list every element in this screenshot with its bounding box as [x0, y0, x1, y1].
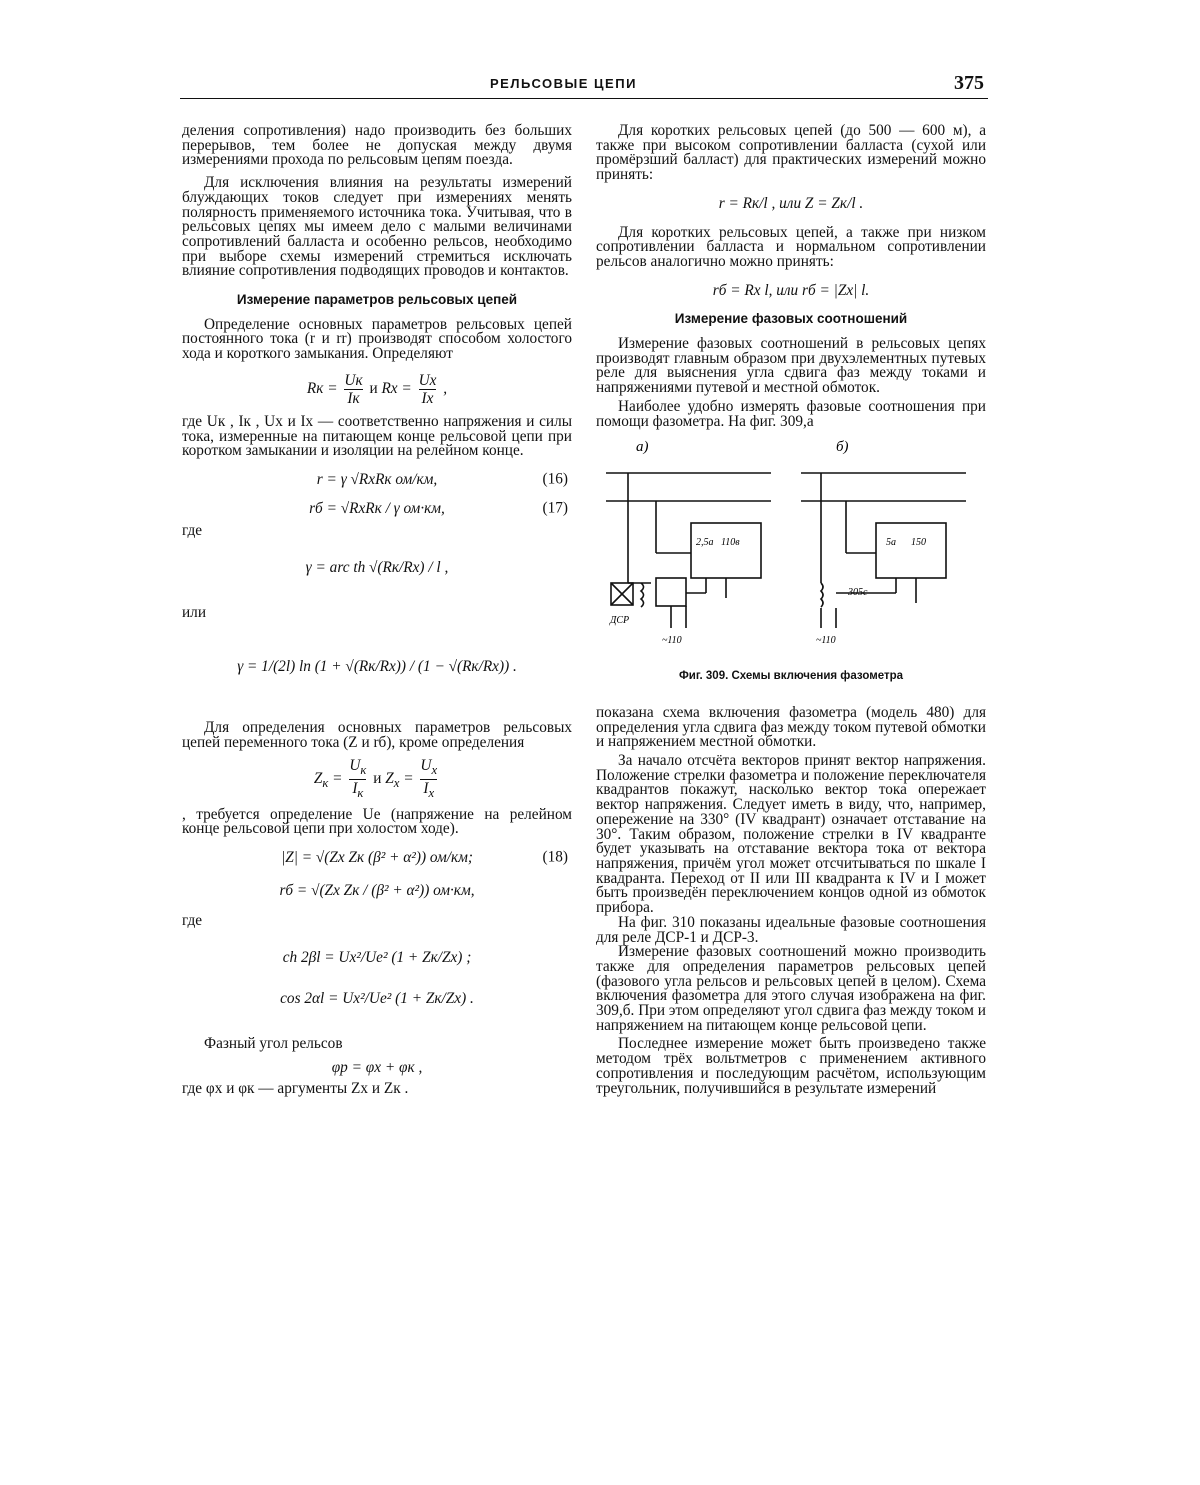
- fraction: [419, 372, 437, 407]
- paragraph: Для исключения влияния на результаты измерений блуждающих токов следует при измерениях менять полярность применяемого источника тока. Учитывая, что в рельсовых цепях мы имеем дело с малыми величинами сопротивлений балласта и особенно рельсов, необходимо при выборе схемы измерений стремиться исключать влияние сопротивления подводящих проводов и контактов.: [182, 174, 572, 280]
- formula-body: |Z| = √(Zх Zк (β² + α²)) ом/км;: [281, 849, 473, 867]
- where-label: где: [182, 522, 203, 540]
- formula-body: γ = arc th √(Rк/Rх) / l ,: [305, 559, 449, 577]
- paragraph: Последнее измерение может быть произведено также методом трёх вольтметров с применением активного сопротивления и последующим расчётом, использующим треугольник, получившийся в результате измерений: [596, 1035, 986, 1097]
- denominator: Iк: [344, 389, 362, 407]
- paragraph: где φх и φк — аргументы Zх и Zк .: [182, 1080, 409, 1097]
- running-title: РЕЛЬСОВЫЕ ЦЕПИ: [490, 76, 637, 91]
- paragraph: Измерение фазовых соотношений можно производить также для определения параметров рельсовых цепей (фазового угла рельсов и рельсовых цепей в целом). Схема включения фазометра для этого случая изображена на фиг. 309,б. При этом определяют угол сдвига фаз между током и напряжением на питающем конце рельсовой цепи.: [596, 943, 986, 1034]
- formula-cos: [182, 989, 572, 1007]
- formula-lhs: Rх: [381, 379, 398, 397]
- fig-mark: 110в: [721, 537, 740, 549]
- paragraph: деления сопротивления) надо производить без больших перерывов, тем более не допуская между двумя измерениями прохода по рельсовым цепям поезда.: [182, 122, 572, 169]
- formula-body: φр = φх + φк ,: [331, 1059, 423, 1077]
- fig-mark: ДСР: [610, 615, 630, 627]
- left-column: [182, 124, 572, 1097]
- fig-mark: ~110: [662, 635, 682, 647]
- formula-17: [182, 499, 572, 517]
- where-label: где: [182, 912, 203, 930]
- formula-body: r = γ √RхRк ом/км,: [316, 470, 438, 488]
- paragraph: На фиг. 310 показаны идеальные фазовые соотношения для реле ДСР-1 и ДСР-3.: [596, 913, 986, 946]
- paragraph: Для коротких рельсовых цепей (до 500 — 600 м), а также при высоком сопротивлении балласта (сухой или промёрзший балласт) для практических измерений можно принять:: [596, 122, 986, 184]
- fraction: [344, 372, 362, 407]
- fraction: $\frac{U_к}{I_к}$: [349, 756, 367, 800]
- figure-caption: Фиг. 309. Схемы включения фазометра: [678, 670, 904, 683]
- figure-309: [596, 433, 986, 665]
- formula-gamma-1: [182, 561, 572, 576]
- formula-zk-zx: $Z_к$ = $\frac{U_к}{I_к}$ и $Z_х$ = $\frac{U_х}{I_х}$: [313, 756, 438, 800]
- paragraph: , требуется определение Ue (напряжение на релейном конце рельсовой цепи при холостом ходе).: [182, 805, 572, 838]
- section-heading: Измерение фазовых соотношений: [674, 311, 908, 327]
- paragraph: Для коротких рельсовых цепей, а также при низком сопротивлении балласта и нормальном сопротивлении рельсов аналогично можно принять:: [596, 223, 986, 270]
- formula-body: rб = √RхRк / γ ом·км,: [309, 499, 445, 517]
- equation-number: (17): [542, 499, 568, 517]
- formula-body: r = Rк/l , или Z = Zк/l .: [718, 194, 864, 212]
- paragraph: Измерение фазовых соотношений в рельсовых цепях производят главным образом при двухэлементных путевых реле для выяснения угла сдвига фаз между токами и напряжениями путевой и местной обмоток.: [596, 335, 986, 397]
- fig-label-a: а): [636, 439, 649, 456]
- formula-body: rб = √(Zх Zк / (β² + α²)) ом·км,: [279, 881, 475, 899]
- formula-18: [182, 851, 572, 866]
- formula-phi: [182, 1061, 572, 1076]
- equation-number: (18): [542, 849, 568, 867]
- paragraph: показана схема включения фазометра (модель 480) для определения угла сдвига фаз между током путевой обмотки и напряжением местной обмотки.: [596, 703, 986, 751]
- fig-mark: 150: [911, 537, 926, 549]
- formula-ch: [182, 951, 572, 966]
- numerator: Uх: [418, 371, 437, 389]
- numerator: Uк: [344, 371, 363, 389]
- header-rule: [180, 98, 988, 99]
- formula-body: rб = Rх l, или rб = |Zх| l.: [712, 281, 870, 299]
- section-heading: Измерение параметров рельсовых цепей: [236, 292, 518, 308]
- formula-r-short: [596, 194, 986, 212]
- paragraph: Для определения основных параметров рельсовых цепей переменного тока (Z и rб), кроме определения: [182, 719, 572, 751]
- paragraph: Определение основных параметров рельсовых цепей постоянного тока (r и rr) производят способом холостого хода и короткого замыкания. Определяют: [182, 315, 572, 363]
- denominator: Iх: [419, 389, 437, 407]
- formula-rb: [182, 881, 572, 899]
- fig-mark: 5а: [886, 537, 896, 549]
- formula-gamma-2: [182, 660, 572, 675]
- page-number: 375: [954, 72, 984, 94]
- paragraph: где Uк , Iк , Uх и Iх — соответственно напряжения и силы тока, измеренные на питающем конце рельсовой цепи при коротком замыкании и изоляции на релейном конце.: [182, 412, 572, 460]
- formula-rk: Rк = $\frac{Uк}{Iк}$ и Rх = $\frac{Uх}{Iх}$ ,: [306, 371, 448, 407]
- conjunction: и: [369, 379, 378, 397]
- equation-number: (16): [542, 470, 568, 488]
- formula-16: [182, 470, 572, 488]
- formula-rb-short: [596, 281, 986, 299]
- fig-mark: 305с: [848, 587, 868, 599]
- right-column: [596, 124, 986, 1096]
- fig-mark: ~110: [816, 635, 836, 647]
- formula-lhs: Rк =: [306, 379, 338, 397]
- formula-body: γ = 1/(2l) ln (1 + √(Rк/Rх)) / (1 − √(Rк/Rх)) .: [237, 658, 517, 676]
- fraction: $\frac{U_х}{I_х}$: [420, 756, 438, 800]
- page-header: [180, 72, 988, 100]
- or-label: или: [182, 603, 207, 621]
- paragraph: Наиболее удобно измерять фазовые соотношения при помощи фазометра. На фиг. 309,а: [596, 397, 986, 430]
- formula-body: ch 2βl = Uх²/Ue² (1 + Zк/Zх) ;: [282, 949, 472, 967]
- paragraph: За начало отсчёта векторов принят вектор напряжения. Положение стрелки фазометра и положение переключателя квадрантов покажут, насколько вектор тока опережает вектор напряжения. Следует иметь в виду, что, например, опережение на 330° (IV квадрант) означает отставание на 30°. Таким образом, положение стрелки в IV квадранте будет указывать на отставание вектора тока от вектора напряжения, причём угол может отсчитываться по шкале I квадранта. Переход от II или III квадранта к IV и I может быть произведён переключением концов одной из обмоток прибора.: [596, 752, 986, 917]
- fig-label-b: б): [836, 439, 849, 456]
- figure-309-schematic: [596, 433, 986, 665]
- formula-body: cos 2αl = Uх²/Ue² (1 + Zк/Zх) .: [280, 989, 474, 1007]
- paragraph: Фазный угол рельсов: [204, 1034, 343, 1052]
- fig-mark: 2,5а: [696, 537, 714, 549]
